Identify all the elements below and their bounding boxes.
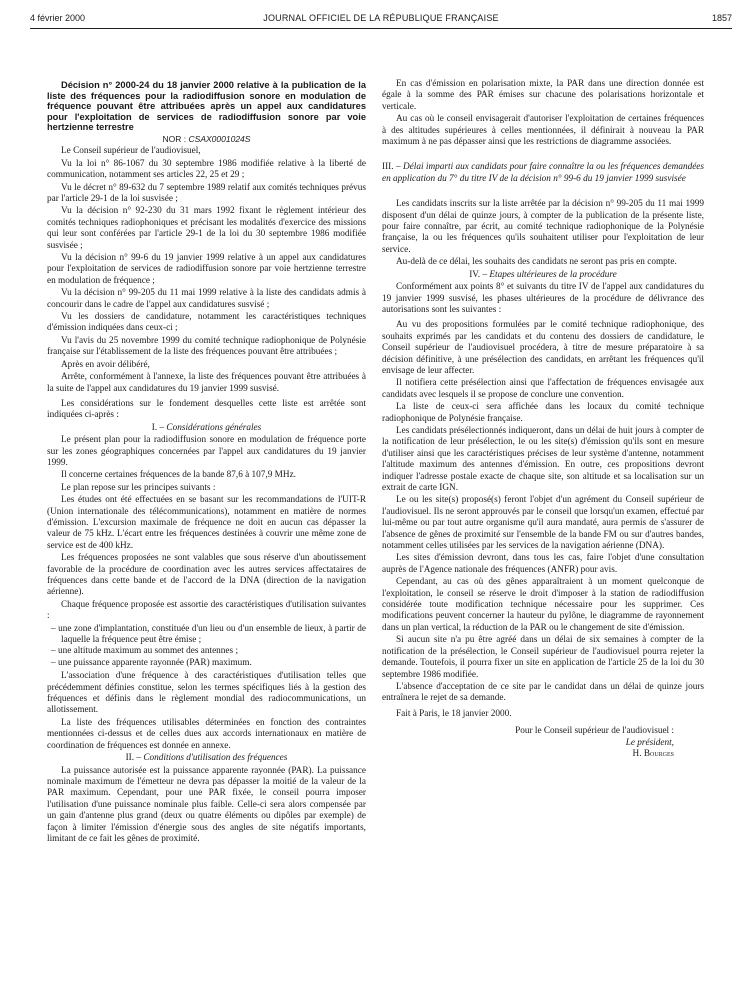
section-heading-2 [47,753,366,764]
paragraph: Les études ont été effectuées en se basant sur les recommandations de l'UIT-R (Union internationale des télécommunications), notamment en matière de normes d'émission. L'excursion maximale de fréquence ne doit en aucun cas dépasser la valeur de 75 kHz. L'écart entre les fréquences destinées à couvrir une même zone de service est de 400 kHz. [47,495,366,551]
paragraph: Il notifiera cette présélection ainsi que l'affectation de fréquences envisagée aux candidats avec lesquels il se propose de conclure une convention. [382,378,704,400]
paragraph: Les candidats présélectionnés indiqueront, dans un délai de huit jours à compter de la notification de leur présélection, le ou les site(s) d'émission qu'ils sont en mesure d'utiliser ainsi que les caractéristiques précises de leur système d'antenne, notamment l'altitude maximum des antennes d'émission. En outre, ces propositions devront indiquer l'adresse postale exacte de chaque site, son altitude et sa localisation sur un extrait de carte IGN. [382,425,704,493]
paragraph: Au-delà de ce délai, les souhaits des candidats ne seront pas pris en compte. [396,257,677,268]
section-heading-4 [382,270,704,281]
signatory-name: H. Bourges [632,749,674,760]
paragraph: Le plan repose sur les principes suivants : [61,482,216,493]
list-item: – une zone d'implantation, constituée d'un lieu ou d'un ensemble de lieux, à partir de laquelle la fréquence peut être émise ; [51,623,366,646]
preamble-line: Vu la décision n° 99-205 du 11 mai 1999 relative à la liste des candidats admis à concourir dans le cadre de l'appel aux candidatures susvisé ; [47,288,366,310]
section-title: Conditions d'utilisation des fréquences [143,753,288,764]
preamble-line: Vu les dossiers de candidature, notamment les caractéristiques techniques d'émission indiquées dans ceux-ci ; [47,312,366,334]
section-title: Considérations générales [166,422,262,433]
preamble-line: Le Conseil supérieur de l'audiovisuel, [61,146,201,157]
paragraph: Les candidats inscrits sur la liste arrêtée par la décision n° 99-205 du 11 mai 1999 disposent d'un délai de quinze jours, à compter de la publication de la présente liste, pour faire connaître, par écrit, au comité technique radiophonique de la Polynésie française, la ou les fréquences qu'ils souhaitent utiliser pour l'exploitation de leur service. [382,199,704,255]
section-heading-1 [47,423,366,434]
page-header [30,10,732,26]
nor-code: CSAX0001024S [188,133,251,144]
preamble-line: Vu la décision n° 92-230 du 31 mars 1992 fixant le règlement intérieur des comités techniques radiophoniques et précisant les modalités d'exercice des missions qui leur sont conférées par l'article 29-1 de la loi du 30 septembre 1986 modifiée susvisée ; [47,206,366,251]
paragraph: Conformément aux points 8° et suivants du titre IV de l'appel aux candidatures du 19 janvier 1999 susvisé, les phases ultérieures de la procédure de délivrance des autorisations sont les suivantes : [382,282,704,315]
paragraph: Le ou les site(s) proposé(s) feront l'objet d'un agrément du Conseil supérieur de l'audiovisuel. Ils ne seront approuvés par le conseil que lorsqu'un examen, effectué par lui-même ou par tout autre organisme qu'il aura mandaté, aura permis de s'assurer de l'absence de gênes de proximité sur l'ensemble de la bande FM ou sur d'autres bandes, notamment celles utilisées par les services de la navigation aérienne (DNA). [382,495,704,552]
paragraph: En cas d'émission en polarisation mixte, la PAR dans une direction donnée est égale à la somme des PAR émises sur chacune des polarisations horizontale et verticale. [382,79,704,112]
list-item: – une altitude maximum au sommet des antennes ; [51,646,239,657]
paragraph: Si aucun site n'a pu être agréé dans un délai de six semaines à compter de la notification de la présélection, le Conseil supérieur de l'audiovisuel pourra rejeter la demande. Toutefois, il pourra fixer un site en application de l'article 25 de la loi du 30 septembre 1986 modifiée. [382,635,704,680]
section-number: III. – [382,162,401,173]
signature-for: Pour le Conseil supérieur de l'audiovisuel : [515,726,674,737]
section-number: IV. – [469,269,488,280]
paragraph: L'association d'une fréquence à des caractéristiques d'utilisation telles que précédemment définies constitue, selon les termes spécifiques liés à la gestion des fréquences et définis dans le règlement mondial des radiocommunications, un allotissement. [47,671,366,716]
issue-date: 4 février 2000 [30,13,86,23]
preamble-line: Vu la décision n° 99-6 du 19 janvier 1999 relative à un appel aux candidatures pour l'exploitation de services de radiodiffusion sonore par voie hertzienne terrestre en modulation de fréquence ; [47,253,366,286]
nor-reference [47,134,366,145]
header-rule [30,28,732,29]
decision-title: Décision n° 2000-24 du 18 janvier 2000 relative à la publication de la liste des fréquences pour la radiodiffusion sonore en modulation de fréquence pouvant être attribuées après un appel aux candidatures pour l'exploitation de services de radiodiffusion sonore par voie hertzienne terrestre [47,80,366,133]
paragraph: La liste des fréquences utilisables déterminées en fonction des contraintes mentionnées ci-dessus et de celles dues aux accords internationaux en matière de coordination de fréquences est donnée en annexe. [47,717,366,751]
paragraph: Au cas où le conseil envisagerait d'autoriser l'exploitation de certaines fréquences à des altitudes supérieures à celles mentionnées, il définirait à nouveau la PAR maximum à ne pas dépasser ainsi que les restrictions de diagramme associées. [382,114,704,148]
paragraph: Il concerne certaines fréquences de la bande 87,6 à 107,9 MHz. [61,470,296,481]
paragraph: L'absence d'acceptation de ce site par le candidat dans un délai de quinze jours entraînera le rejet de sa demande. [382,681,704,704]
page-number: 1857 [711,13,732,23]
paragraph: Les sites d'émission devront, dans tous les cas, faire l'objet d'une consultation auprès de l'Agence nationale des fréquences (ANFR) pour avis. [382,553,704,575]
journal-title: JOURNAL OFFICIEL DE LA RÉPUBLIQUE FRANÇAISE [263,13,499,23]
section-number: I. – [151,422,165,433]
paragraph: La puissance autorisée est la puissance apparente rayonnée (PAR). La puissance nominale maximum de l'émetteur ne devra pas dépasser la moitié de la valeur de la PAR maximum. Cependant, pour une PAR fixée, le conseil pourra imposer l'utilisation d'une puissance nominale plus faible. Celle-ci sera alors compensée par un gain d'antenne plus grand (deux ou quatre éléments ou dipôles par exemple) de façon à limiter l'émission d'énergie sous des angles de site négatifs importants, limitant de ce fait les gênes de proximité. [47,765,366,844]
preamble-line: Vu la loi n° 86-1067 du 30 septembre 1986 modifiée relative à la liberté de communication, notamment ses articles 22, 25 et 29 ; [47,158,366,181]
preamble-line: Vu le décret n° 89-632 du 7 septembre 1989 relatif aux comités techniques prévus par l'article 29-1 de la loi susvisée ; [47,182,366,204]
preamble-line: Après en avoir délibéré, [61,359,150,370]
preamble-line: Arrête, conformément à l'annexe, la liste des fréquences pouvant être attribuées à la suite de l'appel aux candidatures du 19 janvier 1999 susvisé. [47,372,366,394]
paragraph: Cependant, au cas où des gênes apparaîtraient à un moment quelconque de l'exploitation, le conseil se réserve le droit d'imposer à la station de radiodiffusion considérée toute modification technique nécessaire pour les supprimer. Ces modifications peuvent concerner la hauteur du pylône, le diagramme de rayonnement dans un plan vertical, la réduction de la PAR ou le changement de site d'émission. [382,577,704,633]
characteristics-list [47,624,366,670]
signature-role: Le président, [625,737,674,748]
signature-block [382,726,704,761]
section-number: II. – [125,753,142,764]
section-title: Etapes ultérieures de la procédure [489,269,617,280]
section-heading-3 [382,162,704,185]
left-column [47,80,366,846]
right-column [382,79,704,761]
considerations-intro: Les considérations sur le fondement desquelles cette liste est arrêtée sont indiquées ci-après : [47,398,366,421]
paragraph: La liste de ceux-ci sera affichée dans les locaux du comité technique radiophonique de Polynésie française. [382,402,704,424]
nor-label: NOR : [162,133,187,144]
preamble-line: Vu l'avis du 25 novembre 1999 du comité technique radiophonique de Polynésie française sur l'établissement de la liste des fréquences pouvant être attribuées ; [47,335,366,358]
paragraph: Le présent plan pour la radiodiffusion sonore en modulation de fréquence porte sur les zones géographiques concernées par l'appel aux candidatures du 19 janvier 1999. [47,435,366,468]
paragraph: Au vu des propositions formulées par le comité technique radiophonique, des souhaits exprimés par les candidats et du contenu des dossiers de candidature, le Conseil supérieur de l'audiovisuel procédera, à titre de mesure préparatoire à sa décision définitive, à une présélection des candidats, en arrêtant les fréquences qu'il envisage de leur affecter. [382,320,704,376]
section-title: Délai imparti aux candidats pour faire connaître la ou les fréquences demandées en application du 7° du titre IV de la décision n° 99-6 du 19 janvier 1999 susvisée [382,162,705,184]
paragraph: Chaque fréquence proposée est assortie des caractéristiques d'utilisation suivantes : [47,599,366,622]
paragraph: Les fréquences proposées ne sont valables que sous réserve d'un aboutissement favorable de la procédure de coordination avec les autres services affectataires de fréquences dans cette bande et de l'accord de la DNA (direction de la navigation aérienne). [47,553,366,598]
done-at: Fait à Paris, le 18 janvier 2000. [396,708,512,719]
list-item: – une puissance apparente rayonnée (PAR) maximum. [51,657,252,668]
